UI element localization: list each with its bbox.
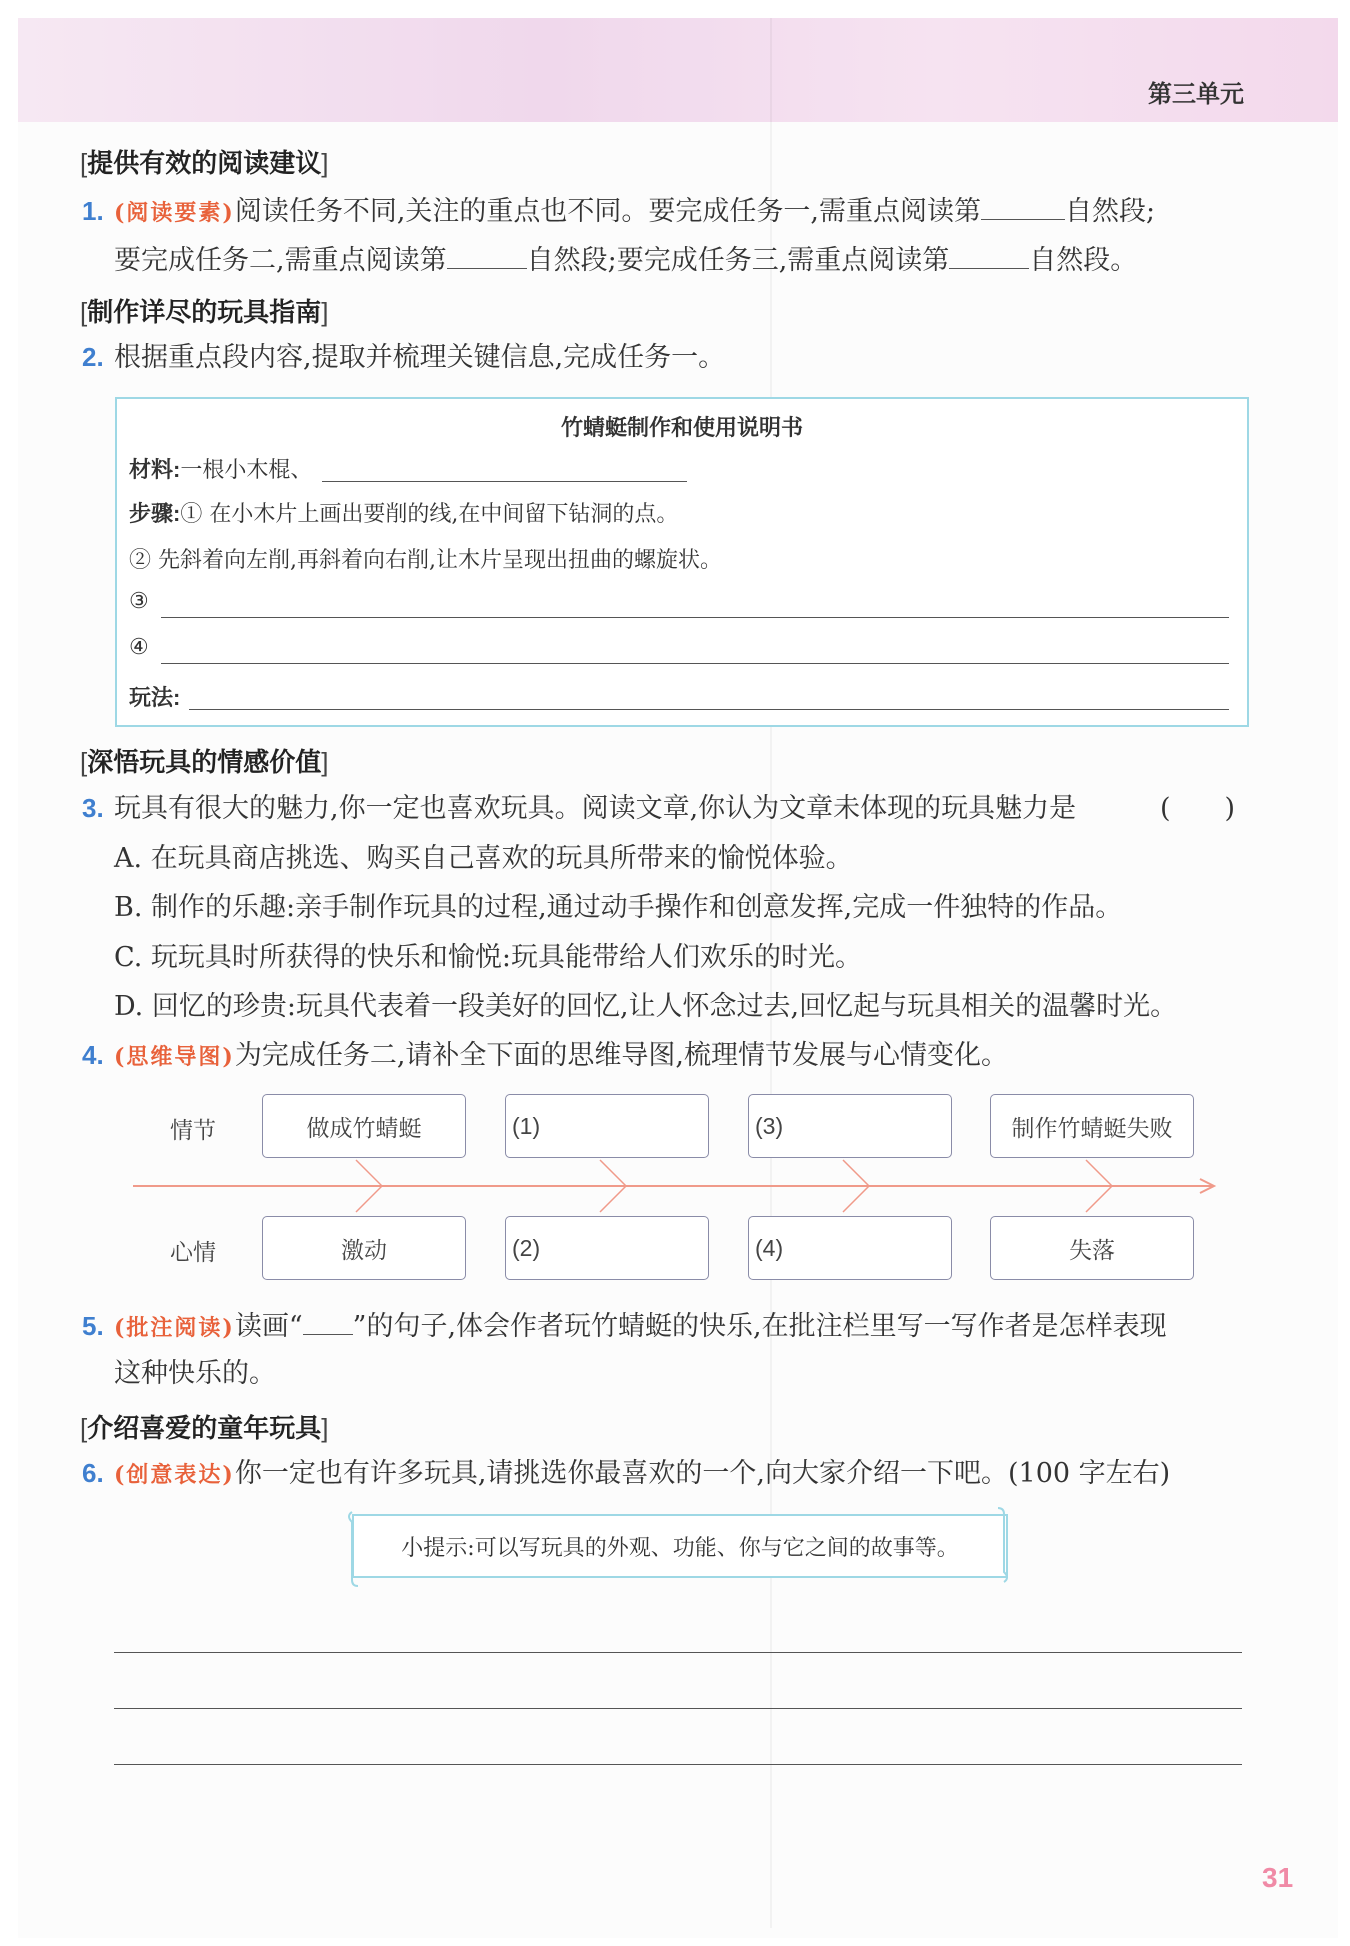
answer-blank[interactable]	[303, 1306, 353, 1335]
question-number: 1.	[82, 196, 104, 226]
page-number: 31	[1262, 1862, 1294, 1893]
question-4: 4. (思维导图)为完成任务二,请补全下面的思维导图,梳理情节发展与心情变化。	[82, 1040, 1008, 1071]
question-1-line-2: 要完成任务二,需重点阅读第 自然段;要完成任务三,需重点阅读第 自然段。	[114, 240, 1137, 279]
mood-node-3[interactable]: (4)	[748, 1216, 952, 1280]
mood-row-label: 心情	[170, 1239, 216, 1265]
step-4-marker: ④	[129, 635, 149, 660]
scroll-left-curl	[349, 1512, 358, 1586]
option-a[interactable]: A. 在玩具商店挑选、购买自己喜欢的玩具所带来的愉悦体验。	[114, 843, 853, 874]
scroll-decoration	[344, 1506, 1012, 1588]
plot-node-1: 做成竹蜻蜓	[262, 1094, 466, 1158]
plot-node-3[interactable]: (3)	[748, 1094, 952, 1158]
writing-line-1[interactable]	[114, 1652, 1242, 1653]
question-tag: (阅读要素)	[114, 200, 235, 226]
question-number: 3.	[82, 793, 104, 823]
question-tag: (批注阅读)	[114, 1315, 235, 1341]
section-heading-4: [介绍喜爱的童年玩具]	[80, 1413, 329, 1443]
hint-text: 小提示:可以写玩具的外观、功能、你与它之间的故事等。	[401, 1535, 959, 1561]
section-heading-2-text: 制作详尽的玩具指南	[87, 297, 322, 327]
question-tag: (创意表达)	[114, 1462, 235, 1488]
writing-line-2[interactable]	[114, 1708, 1242, 1709]
section-heading-4-text: 介绍喜爱的童年玩具	[87, 1413, 322, 1443]
question-1-line-1: 1. (阅读要素)阅读任务不同,关注的重点也不同。要完成任务一,需重点阅读第 自然段;	[82, 191, 1155, 231]
question-2: 2. 根据重点段内容,提取并梳理关键信息,完成任务一。	[82, 342, 726, 373]
question-number: 5.	[82, 1311, 104, 1341]
plot-node-4: 制作竹蜻蜓失败	[990, 1094, 1194, 1158]
question-number: 4.	[82, 1040, 104, 1070]
answer-parentheses[interactable]: ( )	[1160, 793, 1236, 824]
section-heading-1-text: 提供有效的阅读建议	[87, 148, 322, 178]
question-5-line-1: 5. (批注阅读)读画“ ”的句子,体会作者玩竹蜻蜓的快乐,在批注栏里写一写作者是怎样表现	[82, 1306, 1167, 1346]
question-tag: (思维导图)	[114, 1044, 235, 1070]
question-6: 6. (创意表达)你一定也有许多玩具,请挑选你最喜欢的一个,向大家介绍一下吧。(100 字左右)	[82, 1458, 1171, 1489]
manual-title: 竹蜻蜓制作和使用说明书	[560, 415, 803, 440]
option-c[interactable]: C. 玩玩具时所获得的快乐和愉悦:玩具能带给人们欢乐的时光。	[114, 942, 862, 973]
option-d[interactable]: D. 回忆的珍贵:玩具代表着一段美好的回忆,让人怀念过去,回忆起与玩具相关的温馨时光。	[114, 991, 1178, 1022]
question-number: 2.	[82, 342, 104, 372]
unit-title: 第三单元	[1148, 81, 1244, 108]
section-heading-3: [深悟玩具的情感价值]	[80, 747, 329, 777]
materials-line: 材料:一根小木棍、	[129, 457, 313, 483]
question-5-line-2: 这种快乐的。	[114, 1358, 276, 1389]
steps-line: 步骤:① 在小木片上画出要削的线,在中间留下钻洞的点。	[129, 501, 679, 527]
plot-node-2[interactable]: (1)	[505, 1094, 709, 1158]
mood-node-4: 失落	[990, 1216, 1194, 1280]
section-heading-2: [制作详尽的玩具指南]	[80, 297, 329, 327]
mood-node-2[interactable]: (2)	[505, 1216, 709, 1280]
option-b[interactable]: B. 制作的乐趣:亲手制作玩具的过程,通过动手操作和创意发挥,完成一件独特的作品。	[114, 892, 1123, 923]
question-3-stem: 3. 玩具有很大的魅力,你一定也喜欢玩具。阅读文章,你认为文章未体现的玩具魅力是	[82, 793, 1077, 824]
writing-line-3[interactable]	[114, 1764, 1242, 1765]
mood-node-1: 激动	[262, 1216, 466, 1280]
step-3-marker: ③	[129, 589, 149, 614]
section-heading-1: [提供有效的阅读建议]	[80, 148, 329, 178]
play-label: 玩法:	[129, 685, 181, 710]
section-heading-3-text: 深悟玩具的情感价值	[87, 747, 322, 777]
plot-row-label: 情节	[170, 1117, 216, 1143]
step-2: ② 先斜着向左削,再斜着向右削,让木片呈现出扭曲的螺旋状。	[129, 548, 722, 573]
scroll-right-curl	[998, 1508, 1007, 1582]
question-number: 6.	[82, 1458, 104, 1488]
